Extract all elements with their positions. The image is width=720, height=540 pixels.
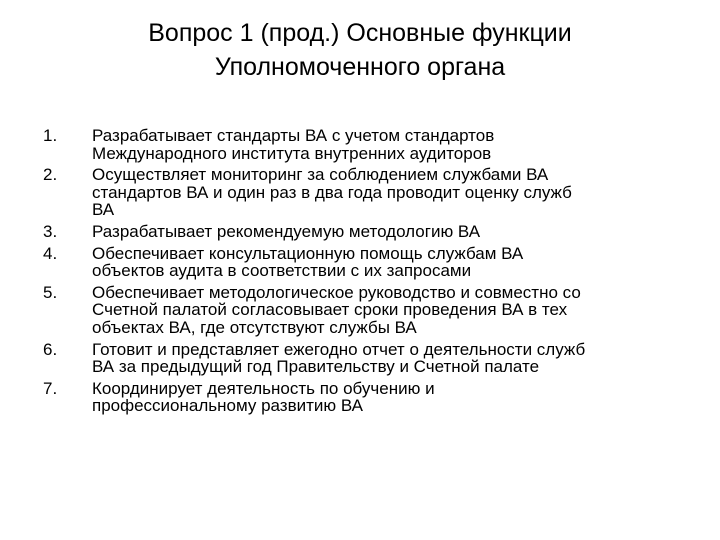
list-item-2 xyxy=(38,166,688,219)
list-item-text-line: объектов аудита в соответствии с их запросами xyxy=(92,261,472,281)
list-item-text-line: Разрабатывает рекомендуемую методологию ВА xyxy=(92,221,481,241)
list-item-text-line: Разрабатывает стандарты ВА с учетом стандартов xyxy=(92,126,495,145)
list-item-number: 1. xyxy=(43,126,58,145)
list-item-text-line: Обеспечивает методологическое руководство и совместно со xyxy=(92,282,581,302)
slide-title xyxy=(60,16,660,84)
list-item-text-line: ВА за предыдущий год Правительству и Счетной палате xyxy=(92,357,540,377)
list-item-number: 7. xyxy=(43,378,58,398)
list-item-6 xyxy=(38,341,688,376)
list-item-7 xyxy=(38,380,688,415)
list-item-text-line: Осуществляет мониторинг за соблюдением службами ВА xyxy=(92,165,549,185)
list-item-text-line: Готовит и представляет ежегодно отчет о деятельности служб xyxy=(92,339,586,359)
slide-title-line-2: Уполномоченного органа xyxy=(214,53,506,81)
functions-list xyxy=(38,127,688,419)
list-item-1 xyxy=(38,127,688,162)
list-item-4 xyxy=(38,245,688,280)
list-item-number: 5. xyxy=(43,282,58,302)
list-item-text-line: Обеспечивает консультационную помощь службам ВА xyxy=(92,243,524,263)
list-item-text-line: стандартов ВА и один раз в два года проводит оценку служб xyxy=(92,182,572,202)
list-item-number: 3. xyxy=(43,221,58,241)
list-item-text-line: объектах ВА, где отсутствуют службы ВА xyxy=(92,317,417,337)
list-item-number: 6. xyxy=(43,339,58,359)
list-item-number: 4. xyxy=(43,243,58,263)
list-item-number: 2. xyxy=(43,165,58,185)
list-item-text-line: ВА xyxy=(92,200,115,220)
list-item-3 xyxy=(38,223,688,241)
list-item-text-line: профессиональному развитию ВА xyxy=(92,396,363,416)
list-item-text-line: Координирует деятельность по обучению и xyxy=(92,378,435,398)
list-item-text-line: Счетной палатой согласовывает сроки проведения ВА в тех xyxy=(92,300,568,320)
slide-title-line-1: Вопрос 1 (прод.) Основные функции xyxy=(148,19,572,47)
list-item-text-line: Международного института внутренних аудиторов xyxy=(92,143,492,163)
list-item-5 xyxy=(38,284,688,337)
